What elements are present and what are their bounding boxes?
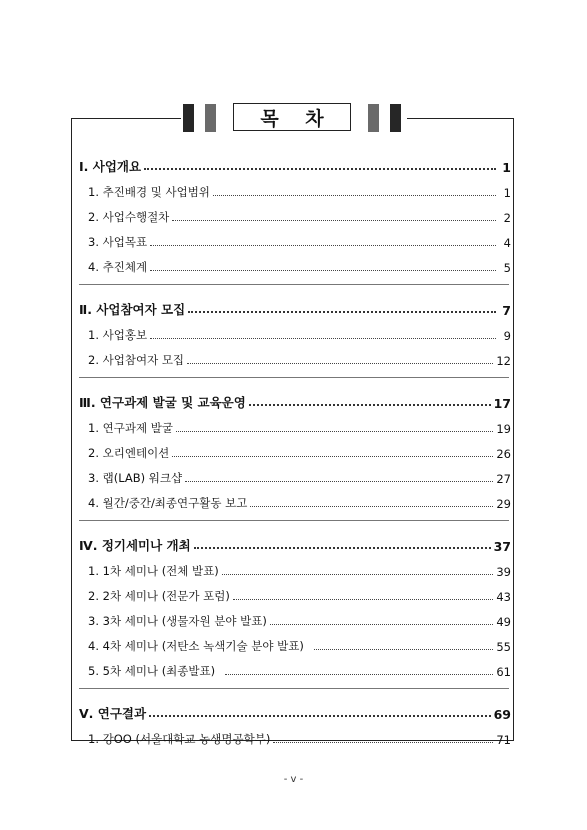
toc-section-row[interactable] bbox=[79, 579, 511, 604]
section-title: 2. 사업참여자 모집 bbox=[88, 353, 185, 367]
chapter-divider bbox=[79, 520, 509, 521]
page-title: 목 차 bbox=[233, 103, 351, 131]
leader-dots bbox=[225, 674, 493, 675]
section-page: 1 bbox=[503, 186, 511, 200]
toc-section-row[interactable] bbox=[79, 604, 511, 629]
leader-dots bbox=[144, 168, 496, 170]
section-page: 12 bbox=[496, 354, 511, 368]
chapter-title: Ⅱ. 사업참여자 모집 bbox=[79, 302, 186, 317]
section-page: 71 bbox=[496, 733, 511, 747]
leader-dots bbox=[250, 506, 493, 507]
toc-section-row[interactable] bbox=[79, 654, 511, 679]
page-number: - v - bbox=[283, 774, 304, 785]
toc-section-row[interactable] bbox=[79, 722, 511, 747]
toc-chapter-row[interactable] bbox=[79, 697, 511, 722]
toc-section-row[interactable] bbox=[79, 554, 511, 579]
toc-chapter-row[interactable] bbox=[79, 150, 511, 175]
leader-dots bbox=[172, 456, 493, 457]
toc-chapter-row[interactable] bbox=[79, 529, 511, 554]
chapter-page: 7 bbox=[502, 303, 511, 318]
section-title: 1. 강OO (서울대학교 농생명공학부) bbox=[88, 732, 271, 746]
section-title: 1. 연구과제 발굴 bbox=[88, 421, 173, 435]
section-title: 5. 5차 세미나 (최종발표) bbox=[88, 664, 223, 678]
section-page: 29 bbox=[496, 497, 511, 511]
toc-section-row[interactable] bbox=[79, 629, 511, 654]
section-page: 4 bbox=[503, 236, 511, 250]
leader-dots bbox=[188, 311, 496, 313]
leader-dots bbox=[270, 624, 494, 625]
chapter-title: Ⅳ. 정기세미나 개최 bbox=[79, 538, 191, 553]
leader-dots bbox=[176, 431, 493, 432]
section-title: 1. 사업홍보 bbox=[88, 328, 148, 342]
toc-section-row[interactable] bbox=[79, 343, 511, 368]
section-page: 39 bbox=[496, 565, 511, 579]
chapter-title: Ⅰ. 사업개요 bbox=[79, 159, 142, 174]
toc-chapter-row[interactable] bbox=[79, 293, 511, 318]
section-title: 3. 사업목표 bbox=[88, 235, 148, 249]
section-page: 61 bbox=[496, 665, 511, 679]
section-page: 43 bbox=[496, 590, 511, 604]
chapter-title: Ⅴ. 연구결과 bbox=[79, 706, 147, 721]
section-title: 2. 오리엔테이션 bbox=[88, 446, 170, 460]
section-page: 55 bbox=[496, 640, 511, 654]
toc-header bbox=[71, 101, 516, 135]
leader-dots bbox=[273, 742, 493, 743]
leader-dots bbox=[233, 599, 493, 600]
toc-section-row[interactable] bbox=[79, 200, 511, 225]
section-title: 3. 3차 세미나 (생물자원 분야 발표) bbox=[88, 614, 267, 628]
section-title: 3. 랩(LAB) 워크샵 bbox=[88, 471, 183, 485]
left-bar-dark bbox=[183, 104, 194, 132]
leader-dots bbox=[222, 574, 494, 575]
section-page: 19 bbox=[496, 422, 511, 436]
section-title: 1. 추진배경 및 사업범위 bbox=[88, 185, 210, 199]
chapter-divider bbox=[79, 284, 509, 285]
section-page: 27 bbox=[496, 472, 511, 486]
leader-dots bbox=[172, 220, 496, 221]
toc-chapter-row[interactable] bbox=[79, 386, 511, 411]
leader-dots bbox=[150, 338, 496, 339]
toc-section-row[interactable] bbox=[79, 175, 511, 200]
toc-entries bbox=[79, 150, 511, 747]
leader-dots bbox=[150, 270, 496, 271]
section-title: 2. 2차 세미나 (전문가 포럼) bbox=[88, 589, 230, 603]
section-page: 49 bbox=[496, 615, 511, 629]
chapter-title: Ⅲ. 연구과제 발굴 및 교육운영 bbox=[79, 395, 246, 410]
leader-dots bbox=[213, 195, 496, 196]
leader-dots bbox=[249, 404, 491, 406]
section-title: 4. 추진체계 bbox=[88, 260, 148, 274]
toc-section-row[interactable] bbox=[79, 250, 511, 275]
chapter-page: 17 bbox=[493, 396, 511, 411]
section-title: 4. 월간/중간/최종연구활동 보고 bbox=[88, 496, 248, 510]
leader-dots bbox=[185, 481, 493, 482]
chapter-divider bbox=[79, 377, 509, 378]
toc-section-row[interactable] bbox=[79, 411, 511, 436]
section-title: 2. 사업수행절차 bbox=[88, 210, 170, 224]
leader-dots bbox=[150, 245, 496, 246]
chapter-page: 37 bbox=[493, 539, 511, 554]
toc-section-row[interactable] bbox=[79, 225, 511, 250]
right-bar-dark bbox=[390, 104, 401, 132]
toc-section-row[interactable] bbox=[79, 318, 511, 343]
chapter-page: 1 bbox=[502, 160, 511, 175]
section-page: 26 bbox=[496, 447, 511, 461]
leader-dots bbox=[187, 363, 493, 364]
leader-dots bbox=[194, 547, 491, 549]
chapter-page: 69 bbox=[493, 707, 511, 722]
leader-dots bbox=[149, 715, 491, 717]
toc-section-row[interactable] bbox=[79, 436, 511, 461]
section-title: 1. 1차 세미나 (전체 발표) bbox=[88, 564, 219, 578]
section-page: 2 bbox=[503, 211, 511, 225]
section-page: 5 bbox=[503, 261, 511, 275]
toc-section-row[interactable] bbox=[79, 461, 511, 486]
chapter-divider bbox=[79, 688, 509, 689]
toc-section-row[interactable] bbox=[79, 486, 511, 511]
section-title: 4. 4차 세미나 (저탄소 녹색기술 분야 발표) bbox=[88, 639, 312, 653]
left-bar-gray bbox=[205, 104, 216, 132]
leader-dots bbox=[314, 649, 493, 650]
right-bar-gray bbox=[368, 104, 379, 132]
section-page: 9 bbox=[503, 329, 511, 343]
